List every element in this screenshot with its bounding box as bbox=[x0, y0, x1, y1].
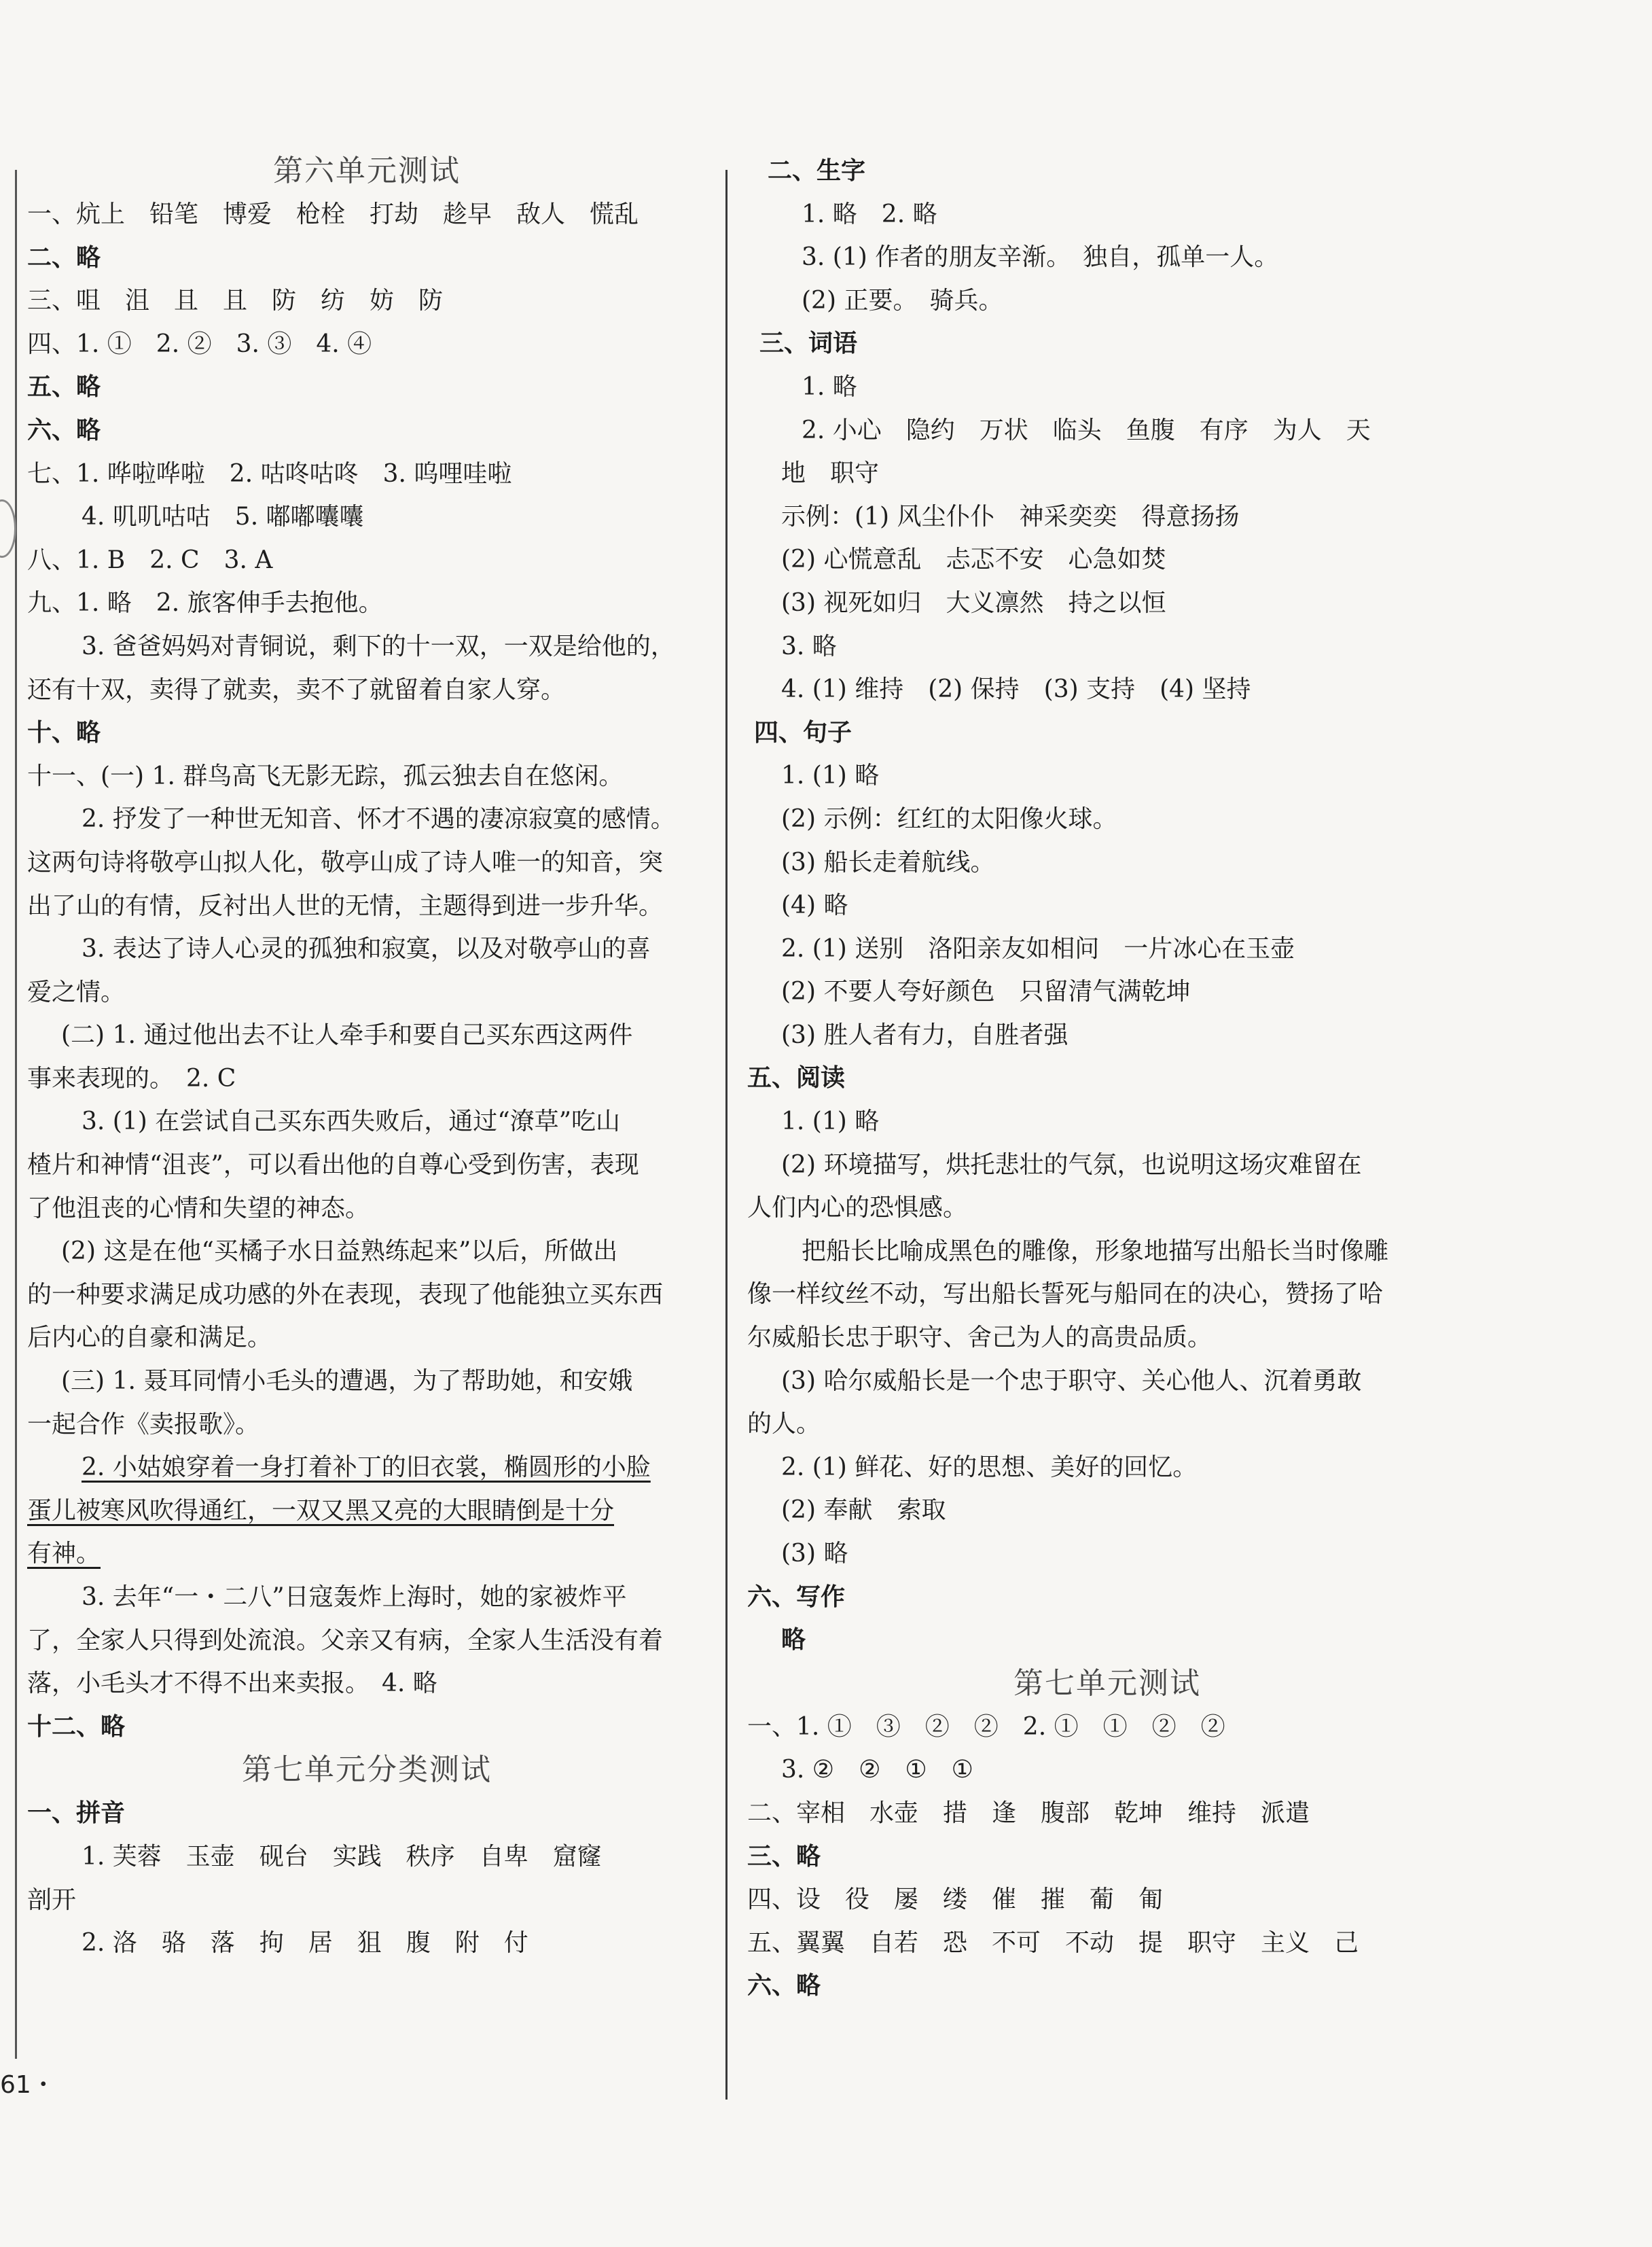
answer-line: 七、1. 哗啦哗啦 2. 咕咚咕咚 3. 呜哩哇啦 bbox=[27, 459, 512, 488]
answer-line: 3. 爸爸妈妈对青铜说，剩下的十一双，一双是给他的， bbox=[82, 632, 675, 660]
answer-line: 八、1. B 2. C 3. A bbox=[27, 546, 273, 574]
answer-line: 人们内心的恐惧感。 bbox=[747, 1194, 968, 1222]
answer-line: 2. 抒发了一种世无知音、怀才不遇的凄凉寂寞的感情。 bbox=[82, 805, 675, 834]
answer-line: 2. (1) 送别 洛阳亲友如相问 一片冰心在玉壶 bbox=[781, 934, 1295, 963]
answer-line: 了他沮丧的心情和失望的神态。 bbox=[27, 1194, 370, 1222]
answer-line: 4. 叽叽咕咕 5. 嘟嘟囔囔 bbox=[82, 503, 364, 531]
answer-line: (2) 正要。 骑兵。 bbox=[802, 286, 1003, 315]
left-margin-rule bbox=[15, 170, 17, 2059]
answer-line: (3) 略 bbox=[781, 1540, 848, 1568]
answer-line: (3) 哈尔威船长是一个忠于职守、关心他人、沉着勇敢 bbox=[781, 1366, 1362, 1395]
answer-line: 十一、(一) 1. 群鸟高飞无影无踪，孤云独去自在悠闲。 bbox=[27, 762, 624, 790]
answer-line: 3. (1) 作者的朋友辛渐。 独自，孤单一人。 bbox=[802, 243, 1279, 272]
answer-line: 3. 去年“一・二八”日寇轰炸上海时，她的家被炸平 bbox=[82, 1583, 627, 1611]
margin-bracket-mark bbox=[0, 499, 16, 558]
answer-line: 五、阅读 bbox=[747, 1063, 846, 1093]
section-heading-unit7-test: 第七单元测试 bbox=[1013, 1665, 1201, 1701]
answer-line: 2. (1) 鲜花、好的思想、美好的回忆。 bbox=[781, 1453, 1198, 1481]
section-heading-unit7-category-test: 第七单元分类测试 bbox=[242, 1752, 492, 1788]
answer-line: 出了山的有情，反衬出人世的无情，主题得到进一步升华。 bbox=[27, 891, 664, 920]
page-number: 61・ bbox=[0, 2071, 56, 2099]
answer-line: 像一样纹丝不动，写出船长誓死与船同在的决心，赞扬了哈 bbox=[747, 1280, 1384, 1309]
answer-line-underlined: 蛋儿被寒风吹得通红，一双又黑又亮的大眼睛倒是十分 bbox=[27, 1496, 615, 1525]
answer-line: 3. (1) 在尝试自己买东西失败后，通过“潦草”吃山 bbox=[82, 1108, 621, 1136]
answer-line: (3) 胜人者有力，自胜者强 bbox=[781, 1021, 1069, 1049]
answer-line: 剖开 bbox=[27, 1886, 77, 1914]
answer-line: 2. 洛 骆 落 拘 居 狙 腹 附 付 bbox=[82, 1929, 528, 1958]
answer-line: 楂片和神情“沮丧”，可以看出他的自尊心受到伤害，表现 bbox=[27, 1151, 639, 1180]
answer-line-underlined: 有神。 bbox=[27, 1540, 101, 1568]
answer-line: 二、宰相 水壶 措 逢 腹部 乾坤 维持 派遣 bbox=[747, 1799, 1310, 1827]
answer-line: 后内心的自豪和满足。 bbox=[27, 1324, 272, 1352]
answer-line: 四、设 役 屡 缕 催 摧 葡 匍 bbox=[747, 1886, 1164, 1914]
answer-line: 爱之情。 bbox=[27, 978, 126, 1006]
answer-line: (三) 1. 聂耳同情小毛头的遭遇，为了帮助她，和安娥 bbox=[61, 1367, 633, 1396]
answer-line: (2) 不要人夸好颜色 只留清气满乾坤 bbox=[781, 978, 1191, 1006]
answer-line: 四、句子 bbox=[754, 718, 852, 747]
answer-line: 1. 略 2. 略 bbox=[802, 200, 937, 228]
answer-line: 3. 表达了诗人心灵的孤独和寂寞，以及对敬亭山的喜 bbox=[82, 935, 651, 963]
answer-line: (2) 环境描写，烘托悲壮的气氛，也说明这场灾难留在 bbox=[781, 1150, 1362, 1179]
answer-line: 五、翼翼 自若 恐 不可 不动 提 职守 主义 己 bbox=[747, 1928, 1359, 1957]
answer-line: 十、略 bbox=[27, 718, 101, 747]
answer-line: 4. (1) 维持 (2) 保持 (3) 支持 (4) 坚持 bbox=[781, 675, 1251, 704]
answer-line: (2) 示例：红红的太阳像火球。 bbox=[781, 804, 1117, 833]
answer-line: 的人。 bbox=[747, 1410, 821, 1438]
column-divider bbox=[725, 170, 728, 2100]
answer-line: 二、略 bbox=[27, 243, 101, 272]
answer-line: (2) 奉献 索取 bbox=[781, 1496, 946, 1525]
answer-line: 五、略 bbox=[27, 372, 101, 402]
answer-line: 落，小毛头才不得不出来卖报。 4. 略 bbox=[27, 1669, 437, 1698]
answer-line: 地 职守 bbox=[781, 459, 880, 488]
answer-line: 1. 略 bbox=[802, 372, 857, 401]
answer-line: 四、1. ① 2. ② 3. ③ 4. ④ bbox=[27, 330, 372, 358]
answer-line: (3) 船长走着航线。 bbox=[781, 848, 995, 877]
answer-line: 1. 芙蓉 玉壶 砚台 实践 秩序 自卑 窟窿 bbox=[82, 1842, 602, 1871]
answer-line: 六、略 bbox=[747, 1971, 821, 2000]
answer-line: (4) 略 bbox=[781, 891, 848, 920]
answer-line: 六、略 bbox=[27, 415, 101, 444]
right-column bbox=[747, 149, 1440, 2008]
answer-line: 一、炕上 铅笔 博爱 枪栓 打劫 趁早 敌人 慌乱 bbox=[27, 200, 639, 228]
answer-line: 六、写作 bbox=[747, 1582, 846, 1611]
answer-line: 十二、略 bbox=[27, 1712, 126, 1741]
answer-line: 三、词语 bbox=[759, 329, 858, 358]
answer-line: 1. (1) 略 bbox=[781, 1108, 880, 1136]
answer-line: 的一种要求满足成功感的外在表现，表现了他能独立买东西 bbox=[27, 1280, 664, 1309]
left-column bbox=[27, 149, 706, 1965]
answer-line: 还有十双，卖得了就卖，卖不了就留着自家人穿。 bbox=[27, 675, 566, 704]
answer-line: 3. 略 bbox=[781, 632, 837, 660]
answer-line: 一起合作《卖报歌》。 bbox=[27, 1410, 260, 1438]
answer-line: 略 bbox=[781, 1625, 806, 1655]
answer-line: 事来表现的。 2. C bbox=[27, 1064, 236, 1093]
answer-line: 了，全家人只得到处流浪。父亲又有病，全家人生活没有着 bbox=[27, 1626, 664, 1655]
answer-line: 2. 小心 隐约 万状 临头 鱼腹 有序 为人 天 bbox=[802, 416, 1371, 444]
answer-line: 1. (1) 略 bbox=[781, 762, 880, 790]
answer-line: 这两句诗将敬亭山拟人化，敬亭山成了诗人唯一的知音，突 bbox=[27, 848, 664, 877]
answer-line: 三、咀 沮 且 且 防 纺 妨 防 bbox=[27, 287, 444, 315]
answer-line: 九、1. 略 2. 旅客伸手去抱他。 bbox=[27, 589, 383, 618]
answer-line: (2) 这是在他“买橘子水日益熟练起来”以后，所做出 bbox=[61, 1237, 618, 1266]
section-heading-unit6-test: 第六单元测试 bbox=[273, 154, 461, 188]
answer-line: (二) 1. 通过他出去不让人牵手和要自己买东西这两件 bbox=[61, 1021, 633, 1050]
answer-line: 二、生字 bbox=[768, 156, 866, 185]
answer-line: 尔威船长忠于职守、舍己为人的高贵品质。 bbox=[747, 1324, 1213, 1352]
answer-line-underlined: 2. 小姑娘穿着一身打着补丁的旧衣裳，椭圆形的小脸 bbox=[82, 1453, 651, 1482]
answer-line: (3) 视死如归 大义凛然 持之以恒 bbox=[781, 588, 1166, 617]
answer-line: 3. ② ② ① ① bbox=[781, 1756, 973, 1784]
answer-line: 一、拼音 bbox=[27, 1799, 126, 1828]
answer-line: 示例：(1) 风尘仆仆 神采奕奕 得意扬扬 bbox=[781, 502, 1240, 531]
answer-line: 把船长比喻成黑色的雕像，形象地描写出船长当时像雕 bbox=[802, 1237, 1389, 1265]
answer-line: (2) 心慌意乱 忐忑不安 心急如焚 bbox=[781, 546, 1166, 574]
answer-line: 一、1. ① ③ ② ② 2. ① ① ② ② bbox=[747, 1712, 1225, 1741]
answer-line: 三、略 bbox=[747, 1841, 821, 1871]
